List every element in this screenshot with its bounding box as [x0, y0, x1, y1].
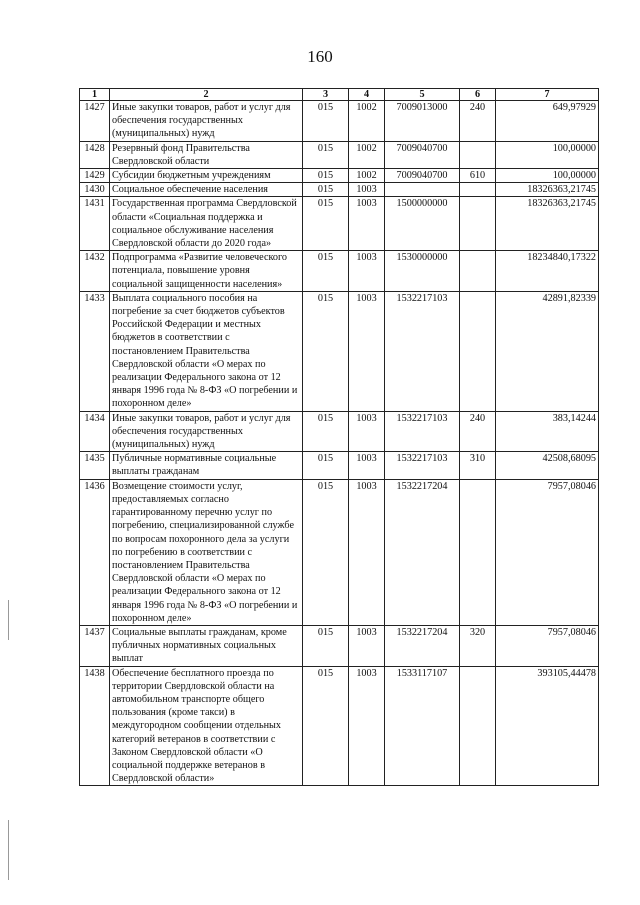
row-amount: 383,14244	[496, 411, 599, 452]
page-number: 160	[307, 47, 333, 66]
table-header-row	[80, 89, 599, 101]
row-code-6	[460, 251, 496, 292]
row-code-4: 1002	[349, 101, 385, 142]
row-code-6: 240	[460, 101, 496, 142]
row-code-5: 7009013000	[385, 101, 460, 142]
row-amount: 18326363,21745	[496, 197, 599, 251]
row-code-3: 015	[303, 197, 349, 251]
row-name: Публичные нормативные социальные выплаты гражданам	[110, 452, 303, 479]
row-code-3: 015	[303, 251, 349, 292]
row-code-6	[460, 141, 496, 168]
row-number: 1438	[80, 666, 110, 786]
row-code-3: 015	[303, 666, 349, 786]
row-number: 1437	[80, 625, 110, 666]
table-row	[80, 452, 599, 479]
row-name: Субсидии бюджетным учреждениям	[110, 169, 303, 183]
column-header: 4	[349, 89, 385, 101]
column-header: 2	[110, 89, 303, 101]
row-code-6: 310	[460, 452, 496, 479]
row-amount: 393105,44478	[496, 666, 599, 786]
row-number: 1436	[80, 479, 110, 625]
row-code-4: 1003	[349, 452, 385, 479]
row-name: Выплата социального пособия на погребение за счет бюджетов субъектов Российской Федерации и местных бюджетов в соответствии с постановлением Правительства Свердловской области «О мерах по реализации Федерального закона от 12 января 1996 года № 8-ФЗ «О погребении и похоронном деле»	[110, 291, 303, 411]
table-row	[80, 101, 599, 142]
row-code-4: 1003	[349, 291, 385, 411]
row-amount: 100,00000	[496, 141, 599, 168]
row-code-5: 1533117107	[385, 666, 460, 786]
row-name: Возмещение стоимости услуг, предоставляемых согласно гарантированному перечню услуг по погребению, специализированной службе по вопросам похоронного дела за услуги по погребению в соответствии с постановлением Правительства Свердловской области «О мерах по реализации Федерального закона от 12 января 1996 года № 8-ФЗ «О погребении и похоронном деле»	[110, 479, 303, 625]
column-header: 7	[496, 89, 599, 101]
row-code-5	[385, 183, 460, 197]
row-name: Социальное обеспечение населения	[110, 183, 303, 197]
row-code-3: 015	[303, 141, 349, 168]
row-code-3: 015	[303, 411, 349, 452]
row-number: 1435	[80, 452, 110, 479]
row-number: 1432	[80, 251, 110, 292]
row-number: 1433	[80, 291, 110, 411]
row-name: Подпрограмма «Развитие человеческого потенциала, повышение уровня социальной защищенности населения»	[110, 251, 303, 292]
row-number: 1434	[80, 411, 110, 452]
scan-artifact-line	[8, 820, 9, 880]
table-row	[80, 183, 599, 197]
row-code-5: 1532217103	[385, 411, 460, 452]
table-row	[80, 625, 599, 666]
row-name: Обеспечение бесплатного проезда по территории Свердловской области на автомобильном транспорте общего пользования (кроме такси) в междугородном сообщении отдельных категорий ветеранов в соответствии с Законом Свердловской области «О социальной поддержке ветеранов в Свердловской области»	[110, 666, 303, 786]
budget-table	[79, 88, 599, 786]
row-code-3: 015	[303, 183, 349, 197]
row-amount: 18326363,21745	[496, 183, 599, 197]
row-code-6	[460, 183, 496, 197]
column-header: 5	[385, 89, 460, 101]
table-row	[80, 141, 599, 168]
row-code-6	[460, 197, 496, 251]
table-row	[80, 169, 599, 183]
row-code-4: 1002	[349, 169, 385, 183]
row-code-3: 015	[303, 169, 349, 183]
table-row	[80, 479, 599, 625]
row-amount: 649,97929	[496, 101, 599, 142]
row-code-5: 1530000000	[385, 251, 460, 292]
table-row	[80, 197, 599, 251]
row-code-5: 1532217204	[385, 479, 460, 625]
table-row	[80, 411, 599, 452]
row-code-6: 320	[460, 625, 496, 666]
table-row	[80, 251, 599, 292]
table-row	[80, 666, 599, 786]
row-name: Иные закупки товаров, работ и услуг для обеспечения государственных (муниципальных) нужд	[110, 411, 303, 452]
row-number: 1431	[80, 197, 110, 251]
row-code-4: 1003	[349, 251, 385, 292]
row-code-4: 1003	[349, 197, 385, 251]
row-code-3: 015	[303, 479, 349, 625]
row-name: Резервный фонд Правительства Свердловской области	[110, 141, 303, 168]
row-amount: 7957,08046	[496, 625, 599, 666]
row-amount: 100,00000	[496, 169, 599, 183]
table-row	[80, 291, 599, 411]
column-header: 3	[303, 89, 349, 101]
row-code-6	[460, 479, 496, 625]
row-code-3: 015	[303, 452, 349, 479]
row-code-3: 015	[303, 291, 349, 411]
row-number: 1429	[80, 169, 110, 183]
row-number: 1428	[80, 141, 110, 168]
row-code-5: 1532217103	[385, 452, 460, 479]
row-code-4: 1003	[349, 666, 385, 786]
row-name: Государственная программа Свердловской области «Социальная поддержка и социальное обслуживание населения Свердловской области до 2020 года»	[110, 197, 303, 251]
row-amount: 18234840,17322	[496, 251, 599, 292]
row-number: 1427	[80, 101, 110, 142]
row-code-6: 240	[460, 411, 496, 452]
row-code-4: 1003	[349, 411, 385, 452]
row-name: Иные закупки товаров, работ и услуг для обеспечения государственных (муниципальных) нужд	[110, 101, 303, 142]
row-code-5: 1532217103	[385, 291, 460, 411]
row-code-4: 1003	[349, 625, 385, 666]
row-code-6	[460, 291, 496, 411]
row-code-4: 1003	[349, 183, 385, 197]
column-header: 6	[460, 89, 496, 101]
row-code-6	[460, 666, 496, 786]
row-code-5: 7009040700	[385, 169, 460, 183]
row-code-3: 015	[303, 101, 349, 142]
row-code-5: 1500000000	[385, 197, 460, 251]
row-code-4: 1003	[349, 479, 385, 625]
row-code-3: 015	[303, 625, 349, 666]
row-amount: 7957,08046	[496, 479, 599, 625]
row-name: Социальные выплаты гражданам, кроме публичных нормативных социальных выплат	[110, 625, 303, 666]
row-code-6: 610	[460, 169, 496, 183]
column-header: 1	[80, 89, 110, 101]
row-code-5: 7009040700	[385, 141, 460, 168]
scan-artifact-line	[8, 600, 9, 640]
row-number: 1430	[80, 183, 110, 197]
row-amount: 42891,82339	[496, 291, 599, 411]
row-amount: 42508,68095	[496, 452, 599, 479]
row-code-5: 1532217204	[385, 625, 460, 666]
row-code-4: 1002	[349, 141, 385, 168]
